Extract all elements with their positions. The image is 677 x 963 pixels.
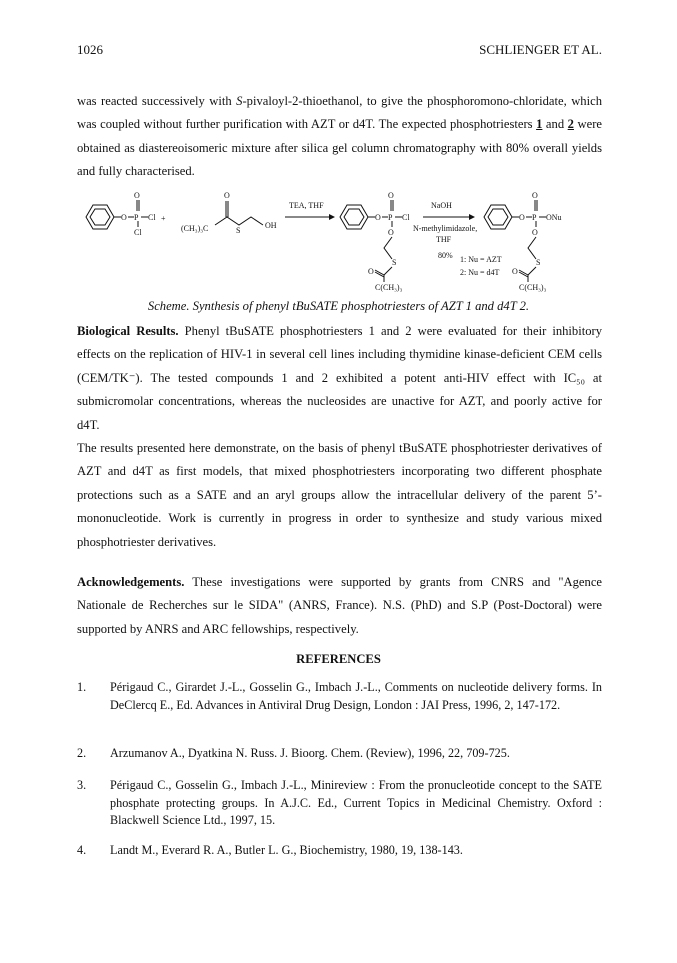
reference-text: Périgaud C., Gosselin G., Imbach J.-L., Minireview : From the pronucleotide concept to the SATE phosphate protecting groups. In A.J.C. Ed., Current Topics in Medicinal Chemistry. Oxford : Blackwell Science Ltd., 1997, 15.	[110, 778, 602, 827]
o-label: O	[134, 191, 140, 200]
s-label: S	[392, 258, 397, 267]
tbu-label: C(CH₃)₃	[375, 283, 403, 292]
o-label: O	[519, 213, 525, 222]
reagent-naoh: NaOH	[431, 201, 452, 210]
cl-label: Cl	[148, 213, 156, 222]
reference-item	[77, 842, 602, 862]
s-label: S	[536, 258, 541, 267]
intro-italic-s: S	[236, 94, 243, 108]
s-label: S	[236, 226, 241, 235]
intro-text-2: -pivaloyl-2-thioethanol, to give the phosphoromono-chloridate, which was coupled without further purification with AZT or d4T. The expected phosphotriesters	[77, 94, 602, 132]
conclusion-paragraph: The results presented here demonstrate, on the basis of phenyl tBuSATE phosphotriester derivatives of AZT and d4T as first models, that mixed phosphotriesters incorporating two different phosphate protections such as a SATE and an aryl groups allow the intracellular delivery of the parent 5’-mononucleotide. Work is currently in progress in order to synthesize and study various mixed phosphotriester derivatives.	[77, 441, 602, 549]
intro-text-1: was reacted successively with	[77, 94, 237, 108]
intro-paragraph	[77, 90, 602, 184]
plus-sign: +	[161, 214, 166, 223]
p-label: P	[388, 213, 393, 222]
reagent-n-methylimidazole: N-methylimidazole,	[413, 224, 478, 233]
nu-azt: 1: Nu = AZT	[460, 255, 502, 264]
o-label: O	[532, 228, 538, 237]
reference-text: Périgaud C., Girardet J.-L., Gosselin G., Imbach J.-L., Comments on nucleotide delivery forms. In DeClercq E., Ed. Advances in Antiviral Drug Design, London : JAI Press, 1996, 2, 147-172.	[110, 680, 602, 712]
tbu-label: (CH₃)₃C	[181, 224, 209, 233]
reference-item	[77, 745, 602, 765]
cl-label: Cl	[134, 228, 142, 237]
o-label: O	[368, 267, 374, 276]
biological-results-paragraph	[77, 320, 602, 437]
compound-ref-1: 1	[536, 117, 543, 132]
scheme-caption: Scheme. Synthesis of phenyl tBuSATE phosphotriesters of AZT 1 and d4T 2.	[147, 299, 530, 313]
o-label: O	[532, 191, 538, 200]
reference-text: Landt M., Everard R. A., Butler L. G., Biochemistry, 1980, 19, 138-143.	[110, 843, 463, 857]
intro-text-4: were obtained as diastereoisomeric mixture after silica gel column chromatography with 80% overall yields and fully characterised.	[77, 117, 602, 179]
o-label: O	[375, 213, 381, 222]
p-label: P	[532, 213, 537, 222]
intro-text-3: and	[542, 117, 568, 132]
o-label: O	[388, 191, 394, 200]
compound-ref-2: 2	[567, 117, 574, 132]
o-label: O	[224, 191, 230, 200]
oh-label: OH	[265, 221, 277, 230]
o-label: O	[388, 228, 394, 237]
phenyl-ring-3	[484, 205, 512, 229]
acknowledgements-paragraph	[77, 571, 602, 641]
phenyl-ring-2	[340, 205, 368, 229]
reference-number: 1.	[77, 680, 87, 694]
onu-label: ONu	[546, 213, 562, 222]
section-heading: Biological Results.	[77, 324, 179, 338]
p-label: P	[134, 213, 139, 222]
acknowledgements-text: These investigations were supported by grants from CNRS and "Agence Nationale de Recherches sur le SIDA" (ANRS, France). N.S. (PhD) and S.P (Post-Doctoral) were supported by ANRS and ARC fellowships, respectively.	[77, 575, 602, 636]
reference-item	[77, 679, 602, 733]
reaction-scheme	[77, 180, 602, 292]
running-head: SCHLIENGER ET AL.	[479, 42, 602, 57]
yield-label: 80%	[438, 251, 453, 260]
reagent-tea-thf: TEA, THF	[289, 201, 324, 210]
biological-results-text: Phenyl tBuSATE phosphotriesters 1 and 2 were evaluated for their inhibitory effects on the replication of HIV-1 in several cell lines including thymidine kinase-deficient CEM cells (CEM/TK⁻). The tested compounds 1 and 2 exhibited a potent anti-HIV effect with IC₅₀ at submicromolar concentrations, whereas the nucleosides are unactive for AZT, and poorly active for d4T.	[77, 324, 602, 432]
reference-number: 2.	[77, 746, 87, 760]
reference-number: 3.	[77, 778, 87, 792]
page-number: 1026	[77, 42, 103, 57]
section-heading: Acknowledgements.	[77, 575, 185, 589]
reference-number: 4.	[77, 843, 87, 857]
nu-d4t: 2: Nu = d4T	[460, 268, 500, 277]
references-heading: REFERENCES	[296, 652, 381, 666]
cl-label: Cl	[402, 213, 410, 222]
tbu-label: C(CH₃)₃	[519, 283, 547, 292]
o-label: O	[512, 267, 518, 276]
reference-item	[77, 777, 602, 831]
reference-text: Arzumanov A., Dyatkina N. Russ. J. Bioorg. Chem. (Review), 1996, 22, 709-725.	[110, 746, 510, 760]
phenyl-ring-1	[86, 205, 114, 229]
o-label: O	[121, 213, 127, 222]
reagent-thf: THF	[436, 235, 452, 244]
